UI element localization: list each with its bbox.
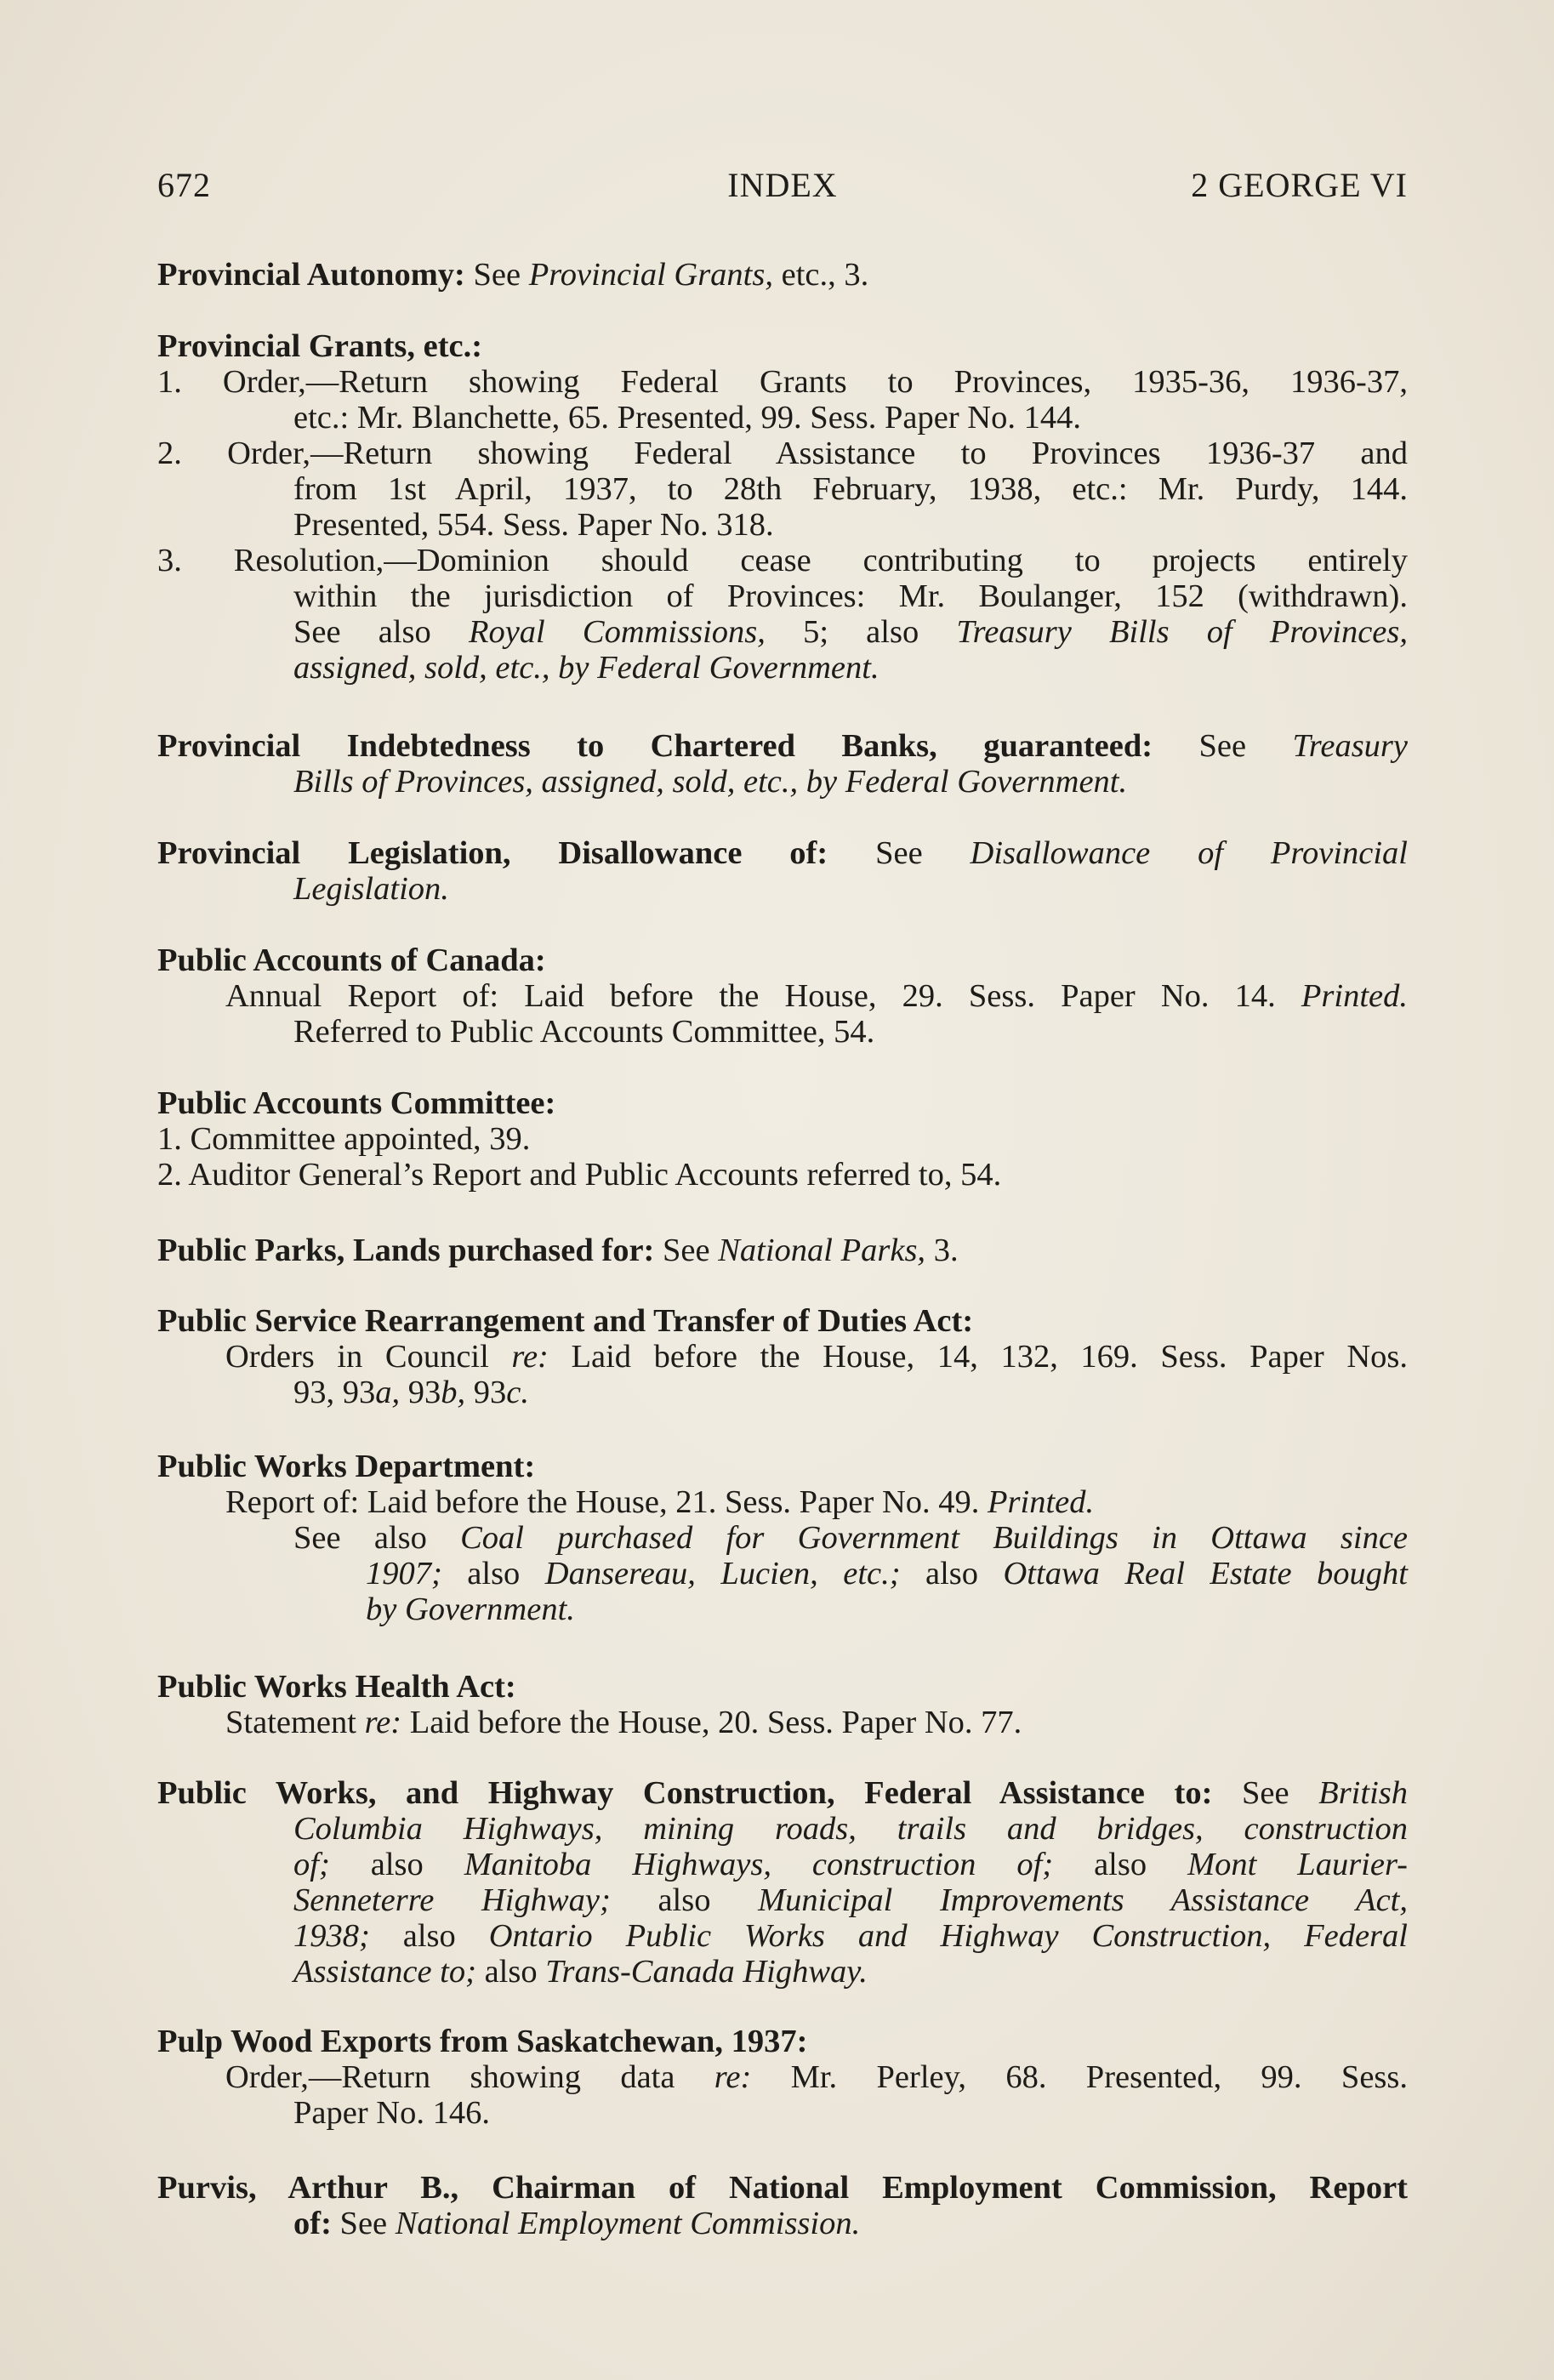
entry-text: Orders in Council	[225, 1339, 512, 1375]
cross-reference: Treasury Bills of Provinces,	[956, 614, 1408, 650]
entry-heading: Provincial Legislation, Disallowance of:	[157, 835, 828, 871]
sub-item-3-continued: within the jurisdiction of Provinces: Mr. Boulanger, 152 (withdrawn).	[293, 578, 1408, 614]
see-text: See	[464, 257, 529, 293]
entry-line	[293, 2206, 860, 2241]
see-text: See	[828, 835, 971, 871]
entry-text: Report of: Laid before the House, 21. Sess. Paper No. 49.	[225, 1484, 988, 1520]
entry-line	[225, 978, 1408, 1014]
cross-reference: Disallowance of Provincial	[970, 835, 1409, 871]
entry-line	[157, 1775, 1408, 1811]
sub-item-2: 2. Order,—Return showing Federal Assistance to Provinces 1936-37 and	[157, 436, 1408, 471]
see-text: See	[1153, 728, 1293, 764]
entry-text: 5; also	[765, 614, 957, 650]
entry-line	[225, 2059, 1408, 2095]
entry-heading: Public Works Department:	[157, 1449, 536, 1484]
sub-item-2-continued: from 1st April, 1937, to 28th February, 1938, etc.: Mr. Purdy, 144.	[293, 471, 1408, 507]
cross-reference: Manitoba Highways, construction of;	[464, 1847, 1054, 1882]
cross-reference: National Parks,	[718, 1233, 926, 1268]
entry-line	[225, 1339, 1408, 1375]
cross-reference: National Employment Commission.	[395, 2206, 861, 2241]
printed-note: Printed.	[988, 1484, 1095, 1520]
re-text: re:	[364, 1705, 402, 1740]
cross-reference: Dansereau, Lucien, etc.;	[544, 1556, 901, 1591]
entry-line	[157, 257, 868, 293]
entry-text: Laid before the House, 14, 132, 169. Sess. Paper Nos.	[548, 1339, 1408, 1375]
entry-line	[157, 1233, 959, 1268]
entry-line: Paper No. 146.	[293, 2095, 490, 2131]
re-text: re:	[714, 2059, 752, 2095]
cross-reference: of;	[293, 1847, 330, 1882]
page-number: 672	[157, 166, 211, 204]
entry-text: 3.	[925, 1233, 959, 1268]
cross-reference: Royal Commissions,	[468, 614, 766, 650]
entry-heading: Provincial Autonomy:	[157, 257, 465, 293]
printed-note: Printed.	[1301, 978, 1408, 1014]
sub-item-1: 1. Committee appointed, 39.	[157, 1121, 531, 1157]
cross-reference: Senneterre Highway;	[293, 1882, 611, 1918]
entry-heading: Pulp Wood Exports from Saskatchewan, 1937:	[157, 2024, 808, 2059]
paper-numbers	[293, 1375, 529, 1410]
entry-text: a,	[375, 1375, 401, 1410]
entry-heading: Public Service Rearrangement and Transfer of Duties Act:	[157, 1303, 974, 1339]
entry-text: b,	[441, 1375, 466, 1410]
entry-heading: Public Works, and Highway Construction, Federal Assistance to:	[157, 1775, 1213, 1811]
entry-text: Laid before the House, 20. Sess. Paper No. 77.	[401, 1705, 1022, 1740]
see-also-line	[293, 1882, 1408, 1918]
sub-item-1-continued: etc.: Mr. Blanchette, 65. Presented, 99. Sess. Paper No. 144.	[293, 400, 1081, 436]
entry-line	[157, 835, 1408, 871]
see-also-line	[293, 1954, 868, 1990]
see-text: See also	[293, 1520, 461, 1556]
entry-text: Statement	[225, 1705, 365, 1740]
entry-text: 93	[465, 1375, 507, 1410]
cross-reference: Trans-Canada Highway.	[545, 1954, 868, 1990]
see-text: also	[329, 1847, 464, 1882]
entry-heading: of:	[293, 2206, 332, 2241]
cross-reference: British	[1318, 1775, 1408, 1811]
sub-item-2: 2. Auditor General’s Report and Public Accounts referred to, 54.	[157, 1157, 1002, 1193]
running-head	[157, 162, 1408, 209]
regnal-year: 2 GEORGE VI	[1191, 166, 1408, 204]
see-also-line	[293, 1520, 1408, 1556]
cross-reference: Ontario Public Works and Highway Construction, Federal	[488, 1918, 1408, 1954]
sub-item-2-continued: Presented, 554. Sess. Paper No. 318.	[293, 507, 774, 543]
cross-reference: assigned, sold, etc., by Federal Government.	[293, 650, 879, 686]
cross-reference: Ottawa Real Estate bought	[1003, 1556, 1408, 1591]
sub-item-1: 1. Order,—Return showing Federal Grants to Provinces, 1935-36, 1936-37,	[157, 364, 1408, 400]
sub-item-3: 3. Resolution,—Dominion should cease contributing to projects entirely	[157, 543, 1408, 578]
see-text: See also	[293, 614, 469, 650]
cross-reference: Columbia Highways, mining roads, trails and bridges, construction	[293, 1811, 1408, 1847]
cross-reference: Legislation.	[293, 871, 449, 907]
entry-text: 93, 93	[293, 1375, 376, 1410]
entry-text: etc., 3.	[773, 257, 869, 293]
see-text: See	[331, 2206, 396, 2241]
cross-reference: Provincial Grants,	[528, 257, 773, 293]
see-also-line	[293, 614, 1408, 650]
cross-reference: 1907;	[366, 1556, 442, 1591]
entry-heading: Public Parks, Lands purchased for:	[157, 1233, 655, 1268]
entry-heading: Public Accounts Committee:	[157, 1085, 556, 1121]
entry-line: Referred to Public Accounts Committee, 54.	[293, 1014, 875, 1050]
entry-heading: Public Accounts of Canada:	[157, 942, 546, 978]
see-text: also	[441, 1556, 545, 1591]
cross-reference: Assistance to;	[293, 1954, 476, 1990]
cross-reference: Bills of Provinces, assigned, sold, etc., by Federal Government.	[293, 764, 1128, 800]
see-text: also	[900, 1556, 1004, 1591]
entry-text: Order,—Return showing data	[225, 2059, 714, 2095]
re-text: re:	[511, 1339, 549, 1375]
cross-reference: Mont Laurier-	[1187, 1847, 1408, 1882]
cross-reference: Coal purchased for Government Buildings in Ottawa since	[460, 1520, 1408, 1556]
entry-line	[225, 1705, 1022, 1740]
cross-reference: Treasury	[1292, 728, 1408, 764]
see-text: also	[369, 1918, 489, 1954]
see-text: also	[1053, 1847, 1188, 1882]
entry-text: c.	[506, 1375, 529, 1410]
see-also-line	[293, 1918, 1408, 1954]
entry-heading: Purvis, Arthur B., Chairman of National Employment Commission, Report	[157, 2170, 1408, 2206]
cross-reference: 1938;	[293, 1918, 370, 1954]
entry-text: Annual Report of: Laid before the House, 29. Sess. Paper No. 14.	[225, 978, 1301, 1014]
entry-text: Mr. Perley, 68. Presented, 99. Sess.	[751, 2059, 1408, 2095]
see-also-line	[293, 1847, 1408, 1882]
see-text: See	[654, 1233, 719, 1268]
entry-heading: Provincial Grants, etc.:	[157, 328, 483, 364]
entry-text: 93	[400, 1375, 441, 1410]
see-text: See	[1212, 1775, 1319, 1811]
page-title: INDEX	[727, 166, 838, 204]
see-also-line	[366, 1556, 1408, 1591]
entry-heading: Public Works Health Act:	[157, 1669, 516, 1705]
entry-line	[225, 1484, 1094, 1520]
see-text: also	[610, 1882, 759, 1918]
see-text: also	[475, 1954, 546, 1990]
cross-reference: by Government.	[366, 1591, 575, 1627]
entry-heading: Provincial Indebtedness to Chartered Banks, guaranteed:	[157, 728, 1153, 764]
cross-reference: Municipal Improvements Assistance Act,	[758, 1882, 1408, 1918]
entry-line	[157, 728, 1408, 764]
